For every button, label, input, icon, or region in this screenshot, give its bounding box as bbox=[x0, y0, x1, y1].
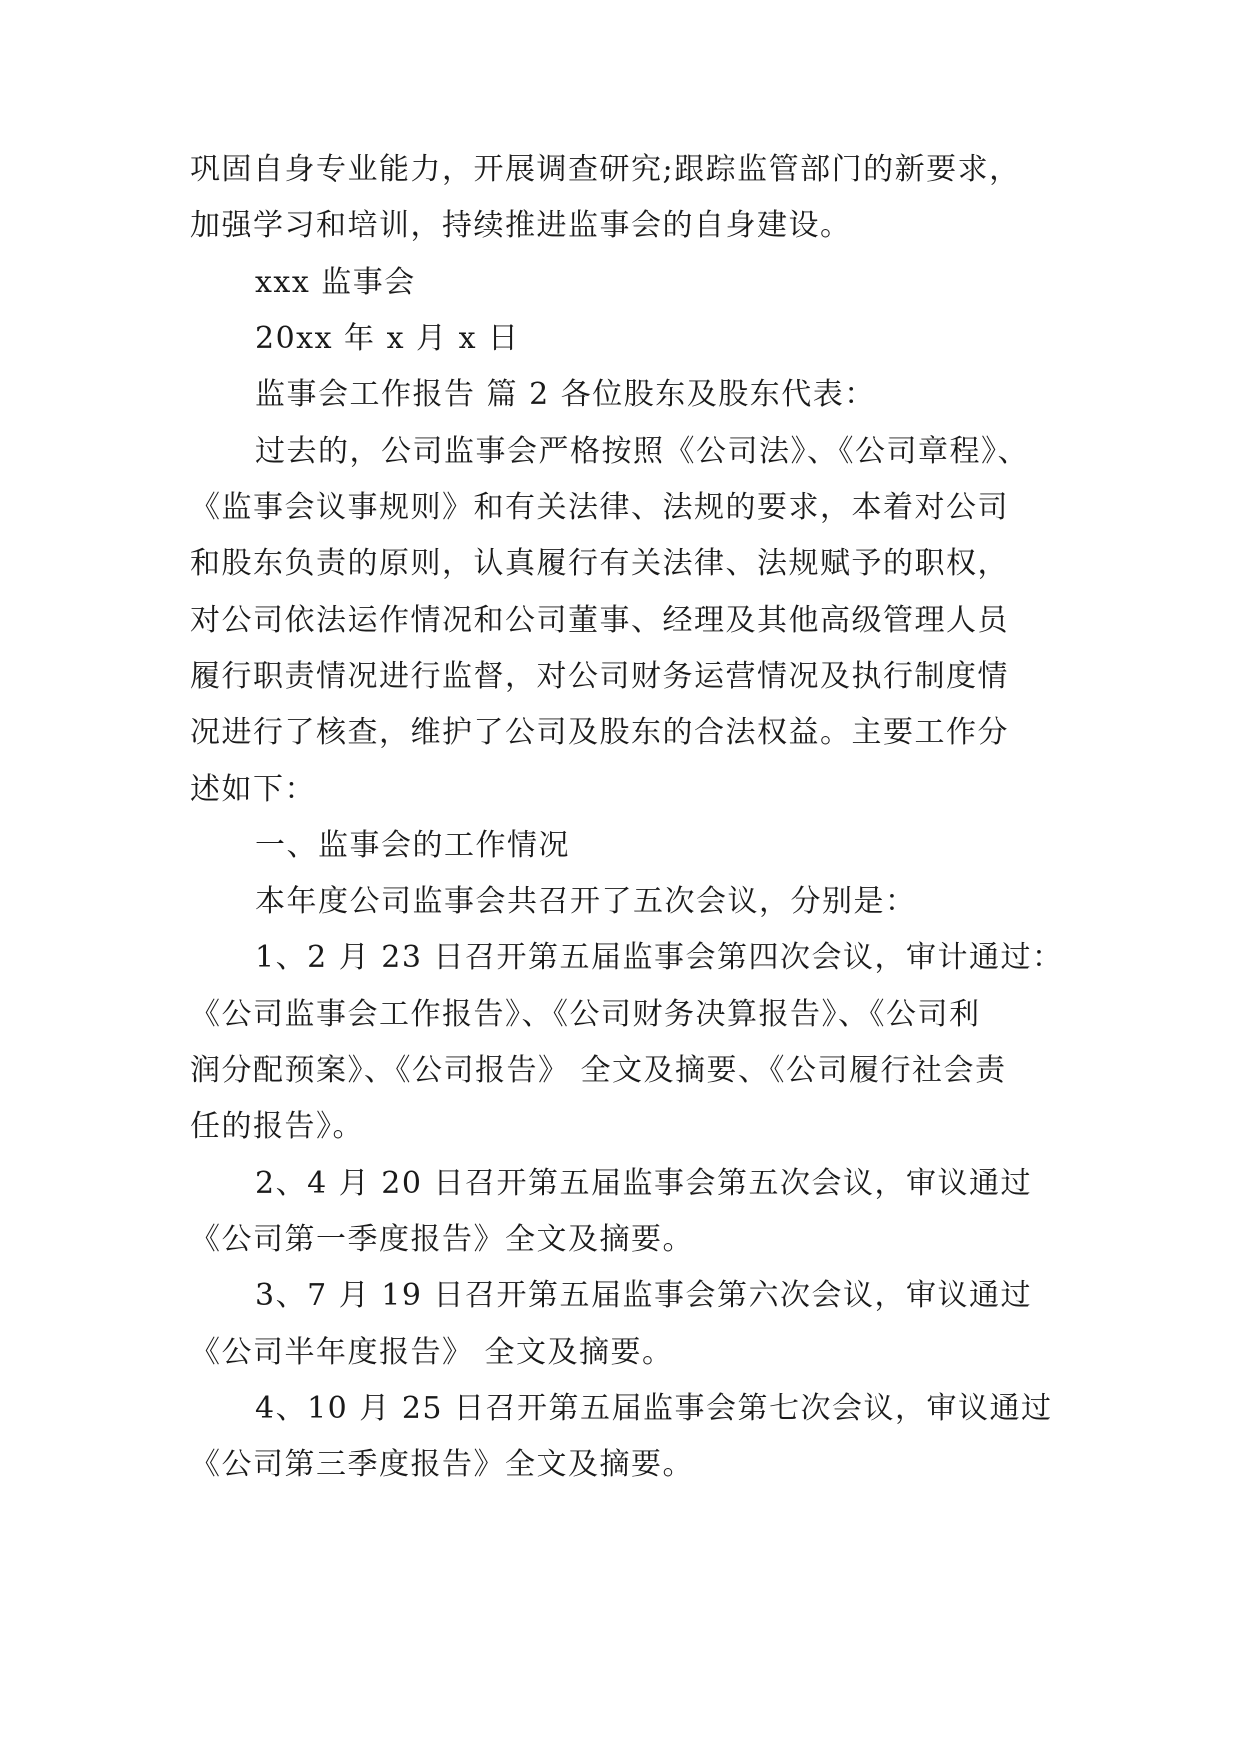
text-line: 履行职责情况进行监督，对公司财务运营情况及执行制度情 bbox=[190, 659, 1009, 694]
subheading: 一、监事会的工作情况 bbox=[255, 828, 570, 863]
list-item: 1、2 月 23 日召开第五届监事会第四次会议，审计通过： bbox=[255, 940, 1064, 975]
section-heading: 监事会工作报告 篇 2 各位股东及股东代表： bbox=[255, 377, 876, 412]
text-line: 述如下： bbox=[190, 772, 316, 807]
text-line: 《公司第一季度报告》全文及摘要。 bbox=[190, 1222, 694, 1257]
text-line: 任的报告》。 bbox=[190, 1109, 364, 1144]
list-item: 3、7 月 19 日召开第五届监事会第六次会议，审议通过 bbox=[255, 1278, 1032, 1313]
list-item: 2、4 月 20 日召开第五届监事会第五次会议，审议通过 bbox=[255, 1166, 1032, 1201]
text-line: 本年度公司监事会共召开了五次会议，分别是： bbox=[255, 884, 917, 919]
text-line: 润分配预案》、《公司报告》 全文及摘要、《公司履行社会责 bbox=[190, 1053, 1007, 1088]
text-line: 和股东负责的原则，认真履行有关法律、法规赋予的职权， bbox=[190, 546, 1009, 581]
text-line: 《监事会议事规则》和有关法律、法规的要求，本着对公司 bbox=[190, 490, 1009, 525]
text-line: 《公司半年度报告》 全文及摘要。 bbox=[190, 1335, 674, 1370]
text-line: 加强学习和培训，持续推进监事会的自身建设。 bbox=[190, 208, 852, 243]
text-line: 《公司第三季度报告》全文及摘要。 bbox=[190, 1447, 694, 1482]
list-item: 4、10 月 25 日召开第五届监事会第七次会议，审议通过 bbox=[255, 1391, 1053, 1426]
text-line: 过去的，公司监事会严格按照《公司法》、《公司章程》、 bbox=[255, 434, 1029, 469]
text-line: 《公司监事会工作报告》、《公司财务决算报告》、《公司利 bbox=[190, 997, 981, 1032]
signature-date: 20xx 年 x 月 x 日 bbox=[255, 321, 520, 356]
signature-org: xxx 监事会 bbox=[255, 265, 416, 300]
text-line: 况进行了核查，维护了公司及股东的合法权益。主要工作分 bbox=[190, 715, 1009, 750]
text-line: 对公司依法运作情况和公司董事、经理及其他高级管理人员 bbox=[190, 603, 1009, 638]
text-line: 巩固自身专业能力，开展调查研究;跟踪监管部门的新要求， bbox=[190, 152, 1021, 187]
